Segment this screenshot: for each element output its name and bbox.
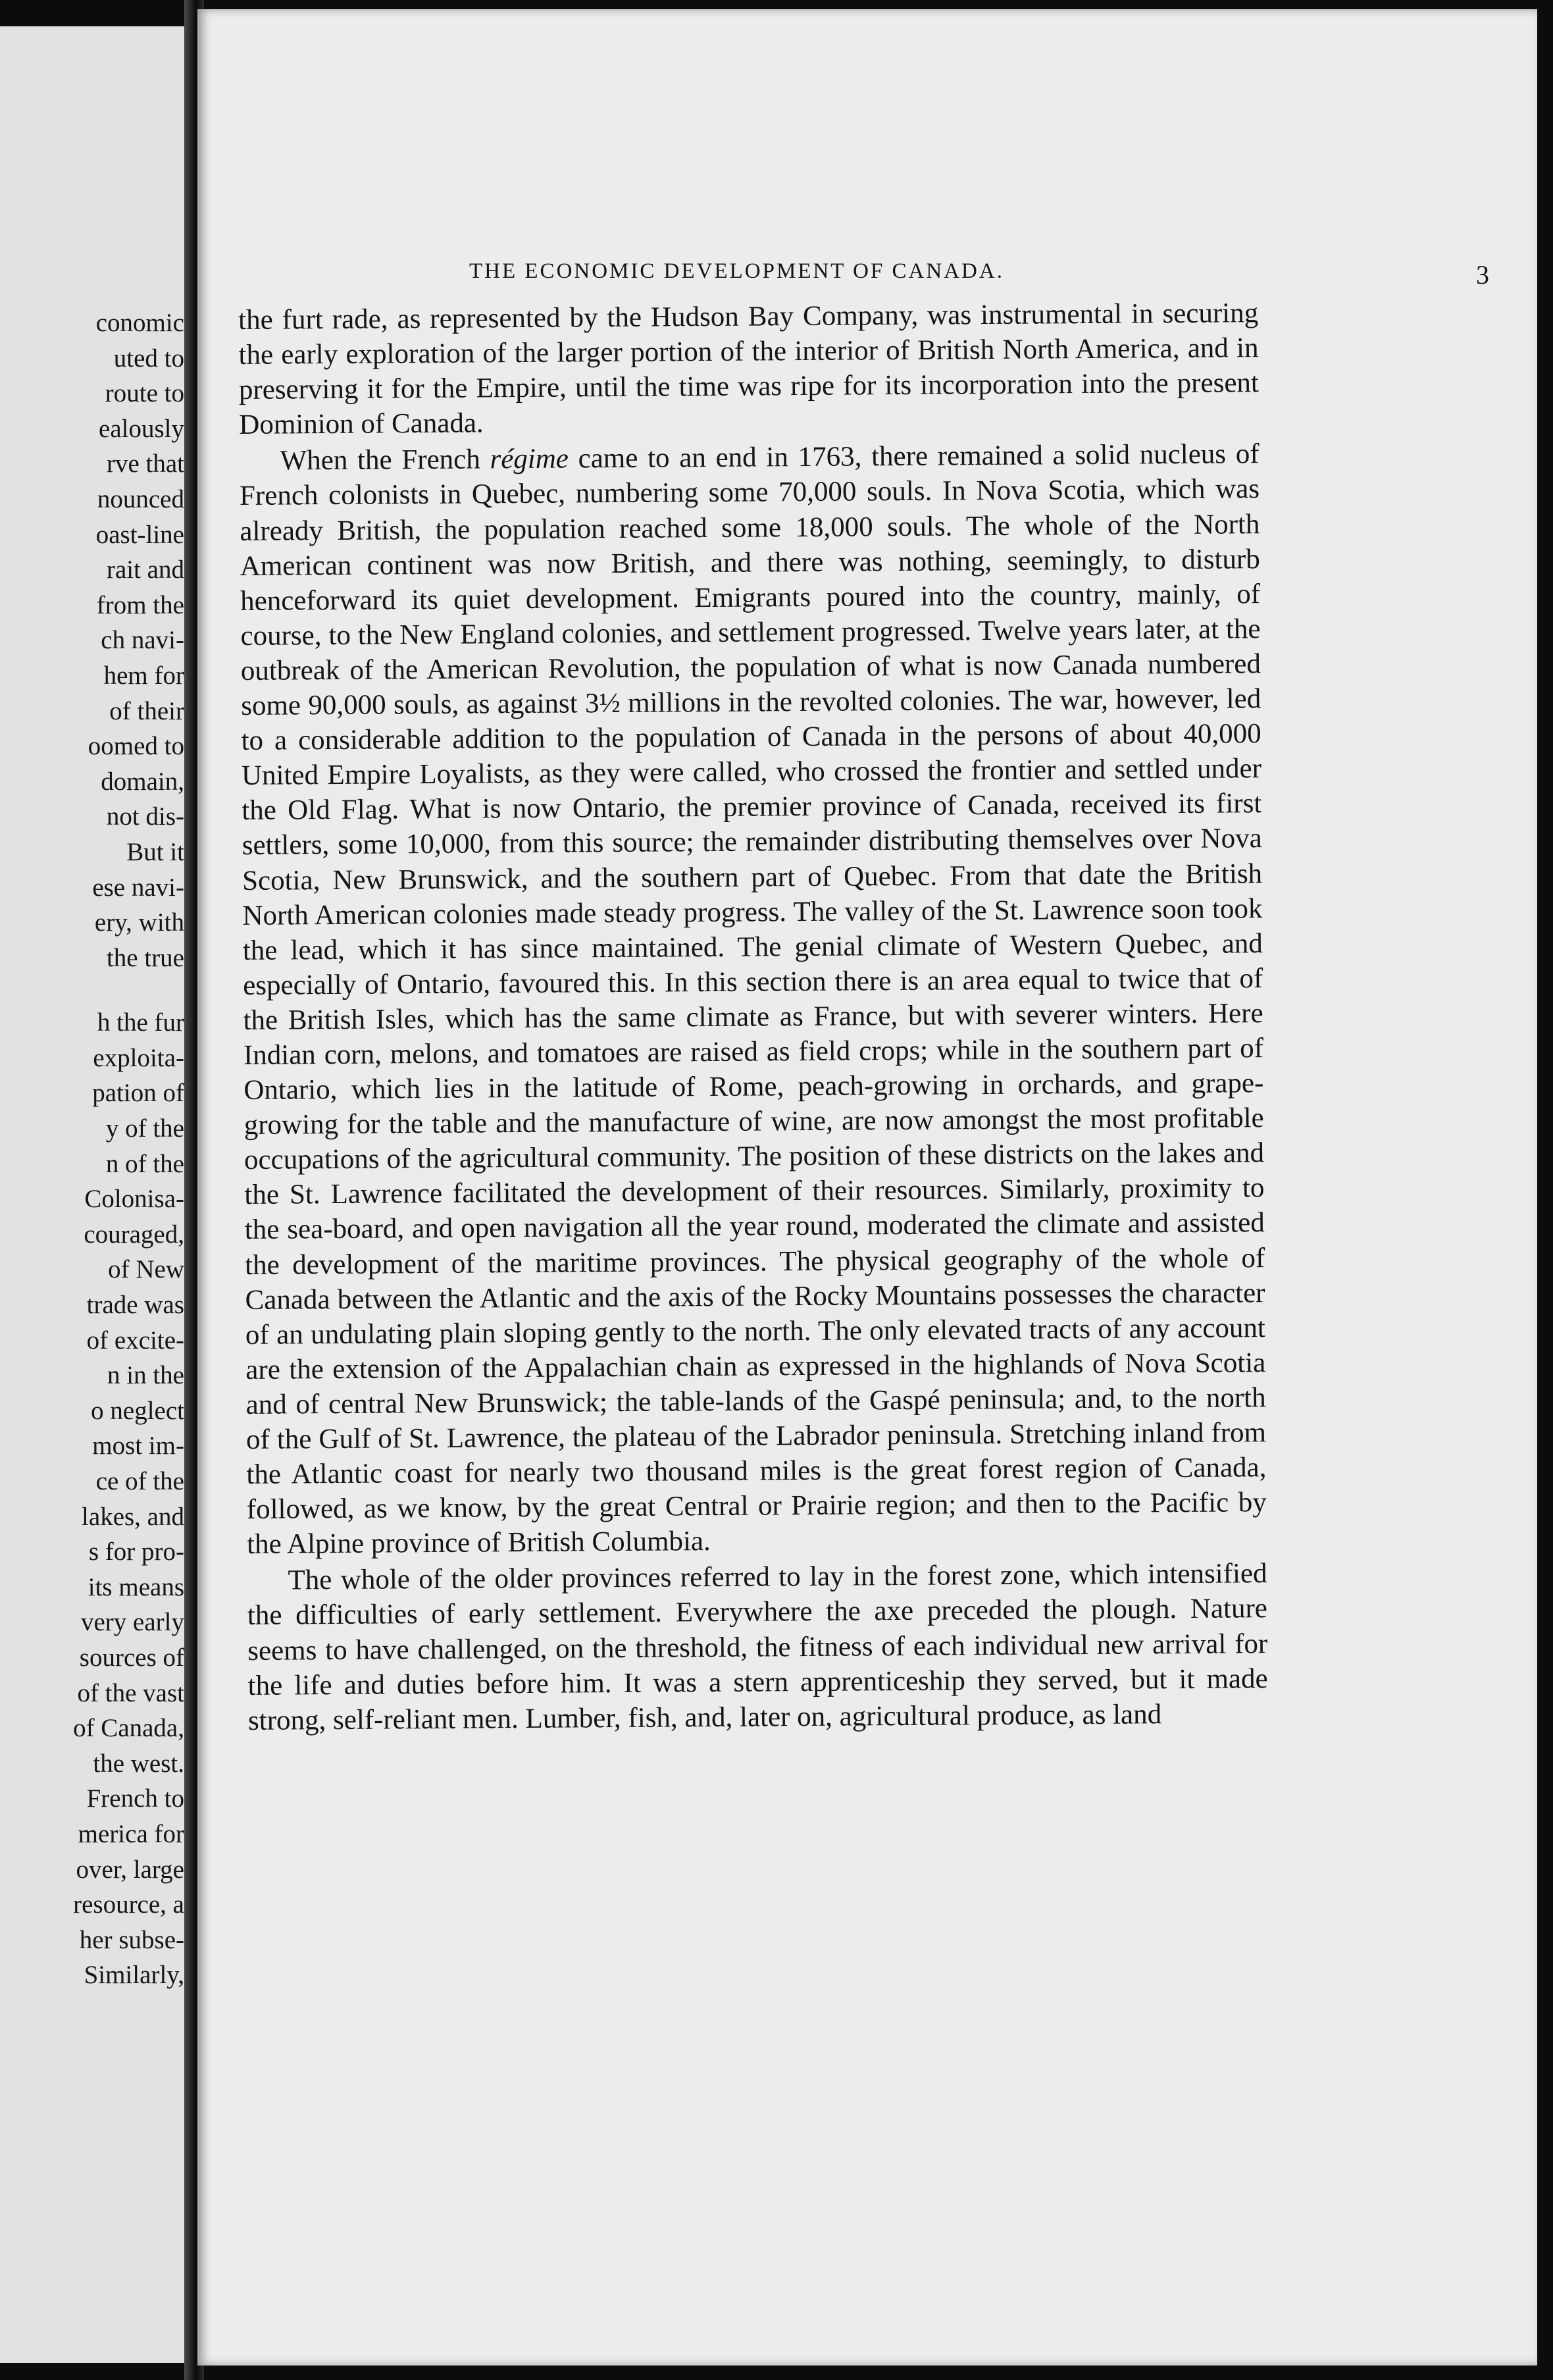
previous-page-line: rait and (106, 556, 184, 584)
previous-page-line: o neglect (91, 1396, 184, 1425)
previous-page-line: ch navi- (101, 626, 184, 655)
page-header (469, 259, 1489, 299)
italic-word: régime (490, 443, 569, 475)
book-page (197, 9, 1537, 2366)
previous-page-line: of New (108, 1255, 184, 1284)
previous-page-line: trade was (86, 1291, 184, 1320)
previous-page-line: very early (81, 1608, 184, 1637)
previous-page-line: over, large (76, 1855, 184, 1884)
paragraph: the furt rade, as represented by the Hudson Bay Company, was instrumental in securing the early exploration of the larger portion of the interior of British North America, and in preserving it for the Empire, until the time was ripe for its incorporation into the present Dominion of Canada. (238, 298, 1260, 441)
previous-page-line: route to (105, 379, 184, 408)
previous-page-line: y of the (105, 1114, 184, 1143)
previous-page-line: h the fur (97, 1008, 184, 1037)
previous-page-line: exploita- (93, 1043, 184, 1072)
previous-page-line: of Canada, (73, 1714, 184, 1743)
previous-page-line: of the vast (77, 1678, 184, 1707)
previous-page-line: nounced (97, 484, 184, 513)
previous-page-line: pation of (92, 1079, 184, 1108)
previous-page-line: rve that (106, 450, 184, 479)
previous-page-line: ealously (99, 414, 184, 443)
previous-page-line: the west. (93, 1749, 184, 1778)
previous-page-line: Similarly, (84, 1961, 184, 1990)
previous-page (0, 26, 192, 2363)
previous-page-line: oomed to (88, 732, 184, 761)
previous-page-text (0, 305, 184, 1993)
previous-page-line: French to (86, 1784, 184, 1813)
previous-page-line: conomic (95, 309, 184, 337)
previous-page-line: ce of the (95, 1467, 184, 1495)
running-title: THE ECONOMIC DEVELOPMENT OF CANADA. (469, 259, 1004, 283)
previous-page-line: the true (106, 943, 184, 972)
previous-page-line: of excite- (86, 1326, 184, 1355)
previous-page-line: not dis- (106, 802, 184, 831)
body-text (238, 296, 1268, 1738)
previous-page-line: But it (126, 837, 184, 866)
previous-page-line: n in the (107, 1361, 184, 1390)
previous-page-line: most im- (92, 1432, 184, 1461)
previous-page-line: ery, with (94, 908, 184, 937)
previous-page-line: lakes, and (82, 1502, 184, 1531)
previous-page-line: s for pro- (88, 1538, 184, 1566)
previous-page-line: its means (88, 1572, 184, 1601)
previous-page-line: of their (109, 696, 184, 725)
previous-page-line: hem for (103, 661, 184, 690)
previous-page-line: ese navi- (92, 873, 184, 902)
previous-page-line: n of the (105, 1149, 184, 1178)
previous-page-line: Colonisa- (84, 1185, 184, 1214)
paragraph: When the French régime came to an end in 1763, there remained a solid nucleus of French colonists in Quebec, numbering some 70,000 souls. In Nova Scotia, which was already British, the population reached some 18,000 souls. The whole of the North American continent was now British, and there was nothing, seemingly, to disturb henceforward its quiet development. Emigrants poured into the country, mainly, of course, to the New England colonies, and settlement progressed. Twelve years later, at the outbreak of the American Revolution, the population of what is now Canada numbered some 90,000 souls, as against 3½ millions in the revolted colonies. The war, however, led to a considerable addition to the population of Canada in the persons of about 40,000 United Empire Loyalists, as they were called, who crossed the frontier and settled under the Old Flag. What is now Ontario, the premier province of Canada, received its first settlers, some 10,000, from this source; the remainder distributing themselves over Nova Scotia, New Brunswick, and the southern part of Quebec. From that date the British North American colonies made steady progress. The valley of the St. Lawrence soon took the lead, which it has since maintained. The genial climate of Western Quebec, and especially of Ontario, favoured this. In this section there is an area equal to twice that of the British Isles, which has the same climate as France, but with severer winters. Here Indian corn, melons, and tomatoes are raised as field crops; while in the southern part of Ontario, which lies in the latitude of Rome, peach-growing in orchards, and grape-growing for the table and the manufacture of wine, are now amongst the most profitable occupations of the agricultural community. The position of these districts on the lakes and the St. Lawrence facilitated the development of their resources. Similarly, proximity to the sea-board, and open navigation all the year round, moderated the climate and assisted the development of the maritime provinces. The physical geography of the whole of Canada between the Atlantic and the axis of the Rocky Mountains possesses the character of an undulating plain sloping gently to the north. The only elevated tracts of any account are the extension of the Appalachian chain as expressed in the highlands of Nova Scotia and of central New Brunswick; the table-lands of the Gaspé peninsula; and, to the north of the Gulf of St. Lawrence, the plateau of the Labrador peninsula. Stretching inland from the Atlantic coast for nearly two thousand miles is the great forest region of Canada, followed, as we know, by the great Central or Prairie region; and then to the Pacific by the Alpine province of British Columbia. (239, 438, 1267, 1561)
previous-page-line: from the (96, 590, 184, 619)
previous-page-line: couraged, (84, 1220, 184, 1249)
previous-page-line: merica for (78, 1819, 184, 1848)
page-number: 3 (1476, 260, 1489, 290)
previous-page-line: sources of (79, 1643, 184, 1672)
previous-page-line: resource, a (73, 1890, 184, 1919)
previous-page-line: domain, (101, 767, 184, 796)
previous-page-line: her subse- (79, 1925, 184, 1954)
previous-page-line (0, 975, 184, 1005)
previous-page-line: oast-line (95, 520, 184, 549)
paragraph: The whole of the older provinces referred to lay in the forest zone, which intensified the difficulties of early settlement. Everywhere the axe preceded the plough. Nature seems to have challenged, on the threshold, the fitness of each individual new arrival for the life and duties before him. It was a stern apprenticeship they served, but it made strong, self-reliant men. Lumber, fish, and, later on, agricultural produce, as land (247, 1558, 1268, 1736)
previous-page-line: uted to (113, 344, 184, 373)
